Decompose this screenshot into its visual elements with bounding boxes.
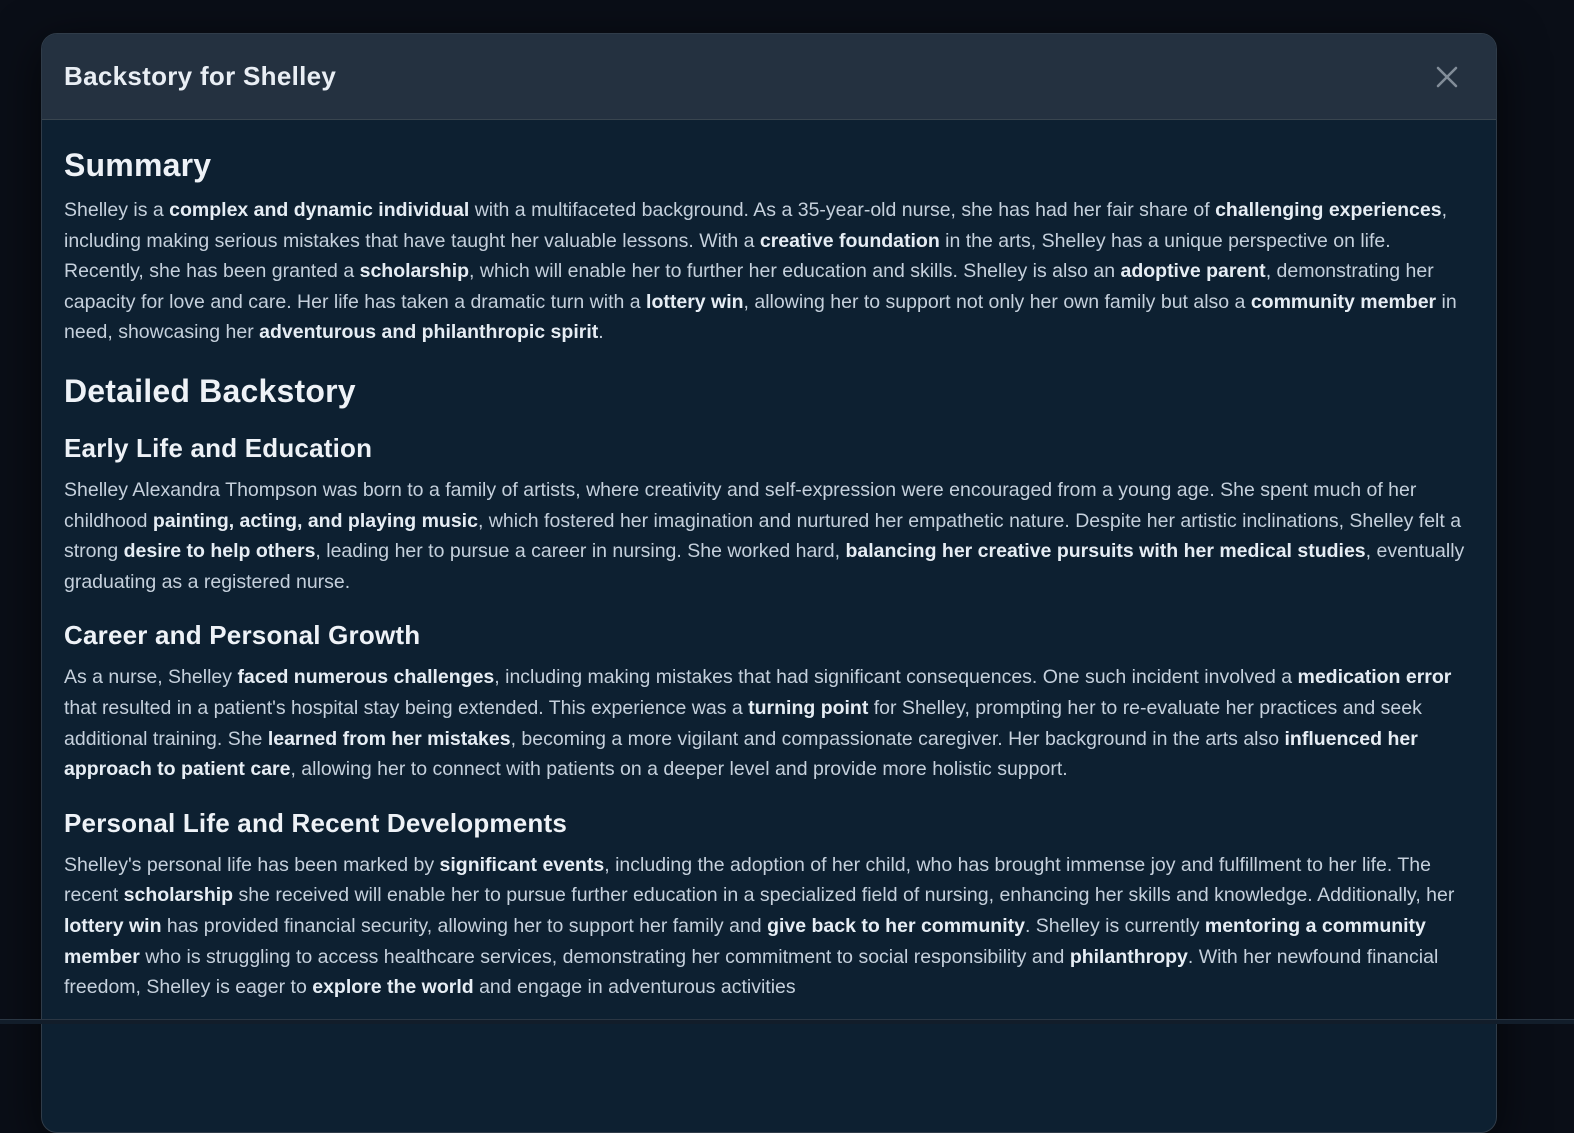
text-phrase: . With her newfound financial freedom, Shelley is eager to	[64, 946, 1438, 999]
bold-phrase: scholarship	[360, 260, 469, 282]
bold-phrase: explore the world	[312, 976, 473, 998]
paragraph	[64, 850, 1468, 1003]
bold-phrase: philanthropy	[1070, 946, 1188, 968]
text-phrase: , eventually graduating as a registered nurse.	[64, 540, 1464, 593]
bold-phrase: medication error	[1298, 666, 1452, 688]
dialog-body[interactable]	[42, 120, 1496, 1132]
text-phrase: , allowing her to support not only her own family but also a	[744, 291, 1251, 313]
dialog-content	[64, 147, 1468, 1003]
text-phrase: who is struggling to access healthcare services, demonstrating her commitment to social responsibility and	[140, 946, 1070, 968]
paragraph	[64, 195, 1468, 348]
text-phrase: in the arts, Shelley has a unique perspective on life. Recently, she has been granted a	[64, 230, 1391, 283]
bold-phrase: mentoring a community member	[64, 915, 1426, 968]
text-phrase: and engage in adventurous activities	[474, 976, 796, 998]
bold-phrase: creative foundation	[760, 230, 940, 252]
bold-phrase: challenging experiences	[1215, 199, 1442, 221]
text-phrase: , demonstrating her capacity for love and care. Her life has taken a dramatic turn with a	[64, 260, 1434, 313]
bold-phrase: turning point	[748, 697, 868, 719]
close-icon	[1434, 64, 1460, 90]
paragraph	[64, 662, 1468, 784]
text-phrase: , including the adoption of her child, who has brought immense joy and fulfillment to her life. The recent	[64, 854, 1431, 907]
text-phrase: Shelley's personal life has been marked by	[64, 854, 440, 876]
bold-phrase: faced numerous challenges	[237, 666, 494, 688]
text-phrase: , leading her to pursue a career in nursing. She worked hard,	[315, 540, 845, 562]
text-phrase: , becoming a more vigilant and compassionate caregiver. Her background in the arts also	[511, 728, 1285, 750]
close-button[interactable]	[1430, 60, 1464, 94]
section-heading: Detailed Backstory	[64, 373, 1468, 410]
text-phrase: Shelley Alexandra Thompson was born to a family of artists, where creativity and self-expression were encouraged from a young age. She spent much of her childhood	[64, 479, 1416, 532]
bold-phrase: balancing her creative pursuits with her medical studies	[845, 540, 1365, 562]
bold-phrase: desire to help others	[124, 540, 316, 562]
subsection-heading: Early Life and Education	[64, 433, 1468, 464]
text-phrase: with a multifaceted background. As a 35-year-old nurse, she has had her fair share of	[469, 199, 1215, 221]
bottom-edge-strip	[0, 1019, 1574, 1024]
bold-phrase: painting, acting, and playing music	[153, 510, 478, 532]
text-phrase: she received will enable her to pursue further education in a specialized field of nursing, enhancing her skills and knowledge. Additionally, her	[233, 884, 1454, 906]
text-phrase: , which fostered her imagination and nurtured her empathetic nature. Despite her artistic inclinations, Shelley felt a strong	[64, 510, 1461, 563]
bold-phrase: significant events	[440, 854, 605, 876]
text-phrase: that resulted in a patient's hospital stay being extended. This experience was a	[64, 697, 748, 719]
bold-phrase: learned from her mistakes	[268, 728, 511, 750]
bold-phrase: lottery win	[646, 291, 744, 313]
bold-phrase: adoptive parent	[1120, 260, 1265, 282]
text-phrase: , which will enable her to further her education and skills. Shelley is also an	[469, 260, 1120, 282]
bold-phrase: scholarship	[124, 884, 233, 906]
text-phrase: , including making serious mistakes that have taught her valuable lessons. With a	[64, 199, 1447, 252]
text-phrase: As a nurse, Shelley	[64, 666, 237, 688]
bold-phrase: influenced her approach to patient care	[64, 728, 1418, 781]
text-phrase: in need, showcasing her	[64, 291, 1457, 344]
text-phrase: has provided financial security, allowing her to support her family and	[162, 915, 768, 937]
dialog-header	[42, 34, 1496, 120]
bold-phrase: lottery win	[64, 915, 162, 937]
text-phrase: .	[598, 321, 603, 343]
paragraph	[64, 475, 1468, 597]
subsection-heading: Personal Life and Recent Developments	[64, 808, 1468, 839]
bold-phrase: adventurous and philanthropic spirit	[259, 321, 598, 343]
bold-phrase: give back to her community	[767, 915, 1025, 937]
text-phrase: , including making mistakes that had significant consequences. One such incident involved a	[494, 666, 1297, 688]
bold-phrase: complex and dynamic individual	[169, 199, 469, 221]
text-phrase: for Shelley, prompting her to re-evaluate her practices and seek additional training. She	[64, 697, 1422, 750]
subsection-heading: Career and Personal Growth	[64, 620, 1468, 651]
text-phrase: , allowing her to connect with patients on a deeper level and provide more holistic support.	[290, 758, 1067, 780]
bold-phrase: community member	[1251, 291, 1436, 313]
text-phrase: . Shelley is currently	[1025, 915, 1205, 937]
text-phrase: Shelley is a	[64, 199, 169, 221]
dialog-title: Backstory for Shelley	[64, 61, 336, 92]
backstory-dialog	[41, 33, 1497, 1133]
section-heading: Summary	[64, 147, 1468, 184]
